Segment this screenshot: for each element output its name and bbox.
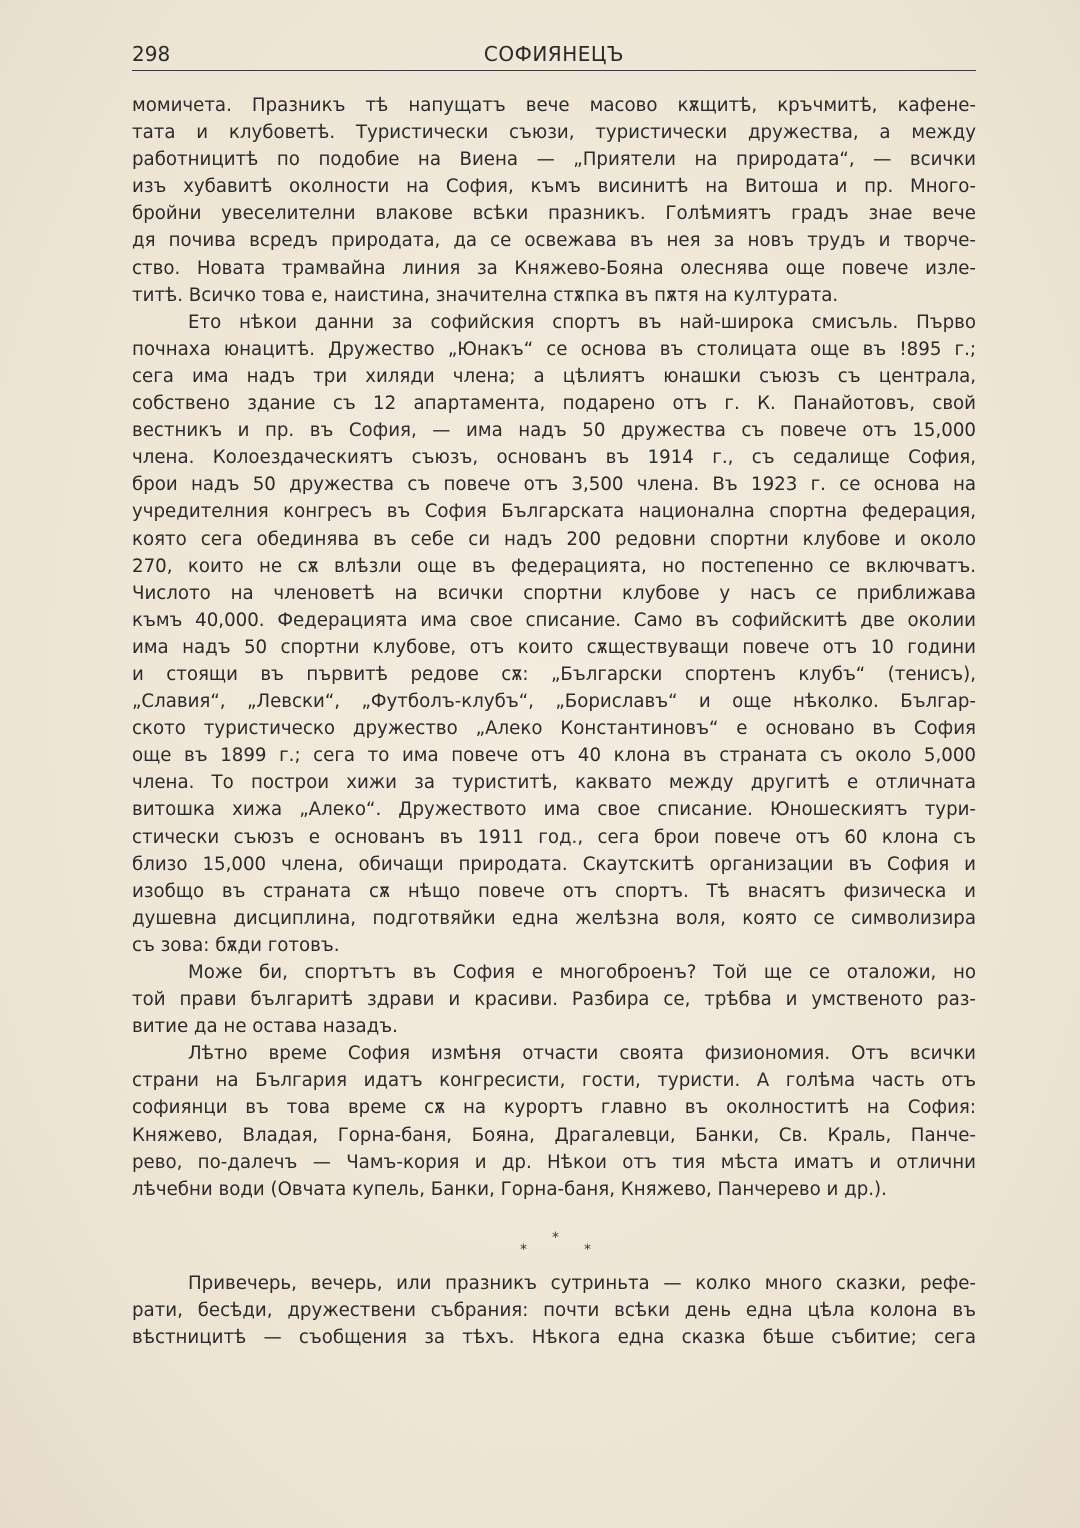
text-line: брои надъ 50 дружества съ повече отъ 3,500 члена. Въ 1923 г. се основа на	[132, 474, 976, 496]
text-line: която сега обединява въ себе си надъ 200 редовни спортни клубове и около	[132, 528, 976, 550]
paragraph-3	[132, 959, 976, 1040]
text-line: Числото на членоветѣ на всички спортни клубове у насъ се приближава	[132, 582, 976, 604]
section-divider-asterism	[132, 1230, 976, 1270]
text-line: бройни увеселителни влакове всѣки празникъ. Голѣмиятъ градъ знае вече	[132, 203, 976, 225]
text-line: тата и клубоветѣ. Туристически съюзи, туристически дружества, а между	[132, 122, 976, 144]
page-number: 298	[132, 42, 171, 66]
text-line: почнаха юнацитѣ. Дружество „Юнакъ“ се основа въ столицата още въ !895 г.;	[132, 338, 976, 360]
text-line: момичета. Празникъ тѣ напущатъ вече масово кѫщитѣ, кръчмитѣ, кафене-	[132, 95, 976, 116]
text-line: къмъ 40,000. Федерацията има свое списание. Само въ софийскитѣ две околии	[132, 609, 976, 631]
text-line: члена. То построи хижи за туриститѣ, каквато между другитѣ е отличната	[132, 772, 976, 794]
text-line: работницитѣ по подобие на Виена — „Приятели на природата“, — всички	[132, 149, 976, 171]
text-line: и стоящи въ първитѣ редове сѫ: „Български спортенъ клубъ“ (тенисъ),	[132, 663, 976, 685]
paragraph-4	[132, 1040, 976, 1203]
text-line: „Славия“, „Левски“, „Футболъ-клубъ“, „Бориславъ“ и още нѣколко. Българ-	[132, 691, 976, 713]
paragraph-5	[132, 1270, 976, 1351]
text-line: Ето нѣкои данни за софийския спортъ въ най-широка смисъль. Първо	[188, 311, 976, 333]
text-line: той прави българитѣ здрави и красиви. Разбира се, трѣбва и умственото раз-	[132, 989, 976, 1011]
body-text	[132, 92, 976, 1203]
text-line: страни на България идатъ конгресисти, гости, туристи. А голѣма часть отъ	[132, 1070, 976, 1092]
text-line: изобщо въ страната сѫ нѣщо повече отъ спортъ. Тѣ внасятъ физическа и	[132, 880, 976, 902]
text-line: дя почива всредъ природата, да се освежава въ нея за новъ трудъ и творче-	[132, 230, 976, 252]
text-line: вестникъ и пр. въ София, — има надъ 50 дружества съ повече отъ 15,000	[132, 420, 976, 442]
paragraph-2	[132, 309, 976, 959]
text-line: Лѣтно време София измѣня отчасти своята физиономия. Отъ всички	[188, 1043, 976, 1065]
text-line: има надъ 50 спортни клубове, отъ които сѫществуващи повече отъ 10 години	[132, 636, 976, 658]
text-line: витошка хижа „Алеко“. Дружеството има свое списание. Юношескиятъ тури-	[132, 799, 976, 821]
text-line: софиянци въ това време сѫ на курортъ главно въ околноститѣ на София:	[132, 1097, 976, 1119]
asterisk-center: *	[552, 1230, 559, 1246]
text-line: близо 15,000 члена, обичащи природата. Скаутскитѣ организации въ София и	[132, 853, 976, 875]
text-line: още въ 1899 г.; сега то има повече отъ 40 клона въ страната съ около 5,000	[132, 745, 976, 767]
text-line: Княжево, Владая, Горна-баня, Бояна, Драгалевци, Банки, Св. Краль, Панче-	[132, 1124, 976, 1146]
text-line: рево, по-далечъ — Чамъ-кория и др. Нѣкои отъ тия мѣста иматъ и отлични	[132, 1151, 976, 1173]
text-line: ство. Новата трамвайна линия за Княжево-Бояна олеснява още повече изле-	[132, 257, 976, 279]
text-line: ското туристическо дружество „Алеко Константиновъ“ е основано въ София	[132, 718, 976, 740]
text-line: Привечерь, вечерь, или празникъ сутриньта — колко много сказки, рефе-	[188, 1273, 976, 1294]
text-line: члена. Колоездаческиятъ съюзъ, основанъ въ 1914 г., съ седалище София,	[132, 447, 976, 469]
page-header	[132, 40, 976, 71]
text-line: Може би, спортътъ въ София е многоброенъ? Той ще се оталожи, но	[188, 962, 976, 983]
text-line: лѣчебни води (Овчата купель, Банки, Горна-баня, Княжево, Панчерево и др.).	[132, 1178, 887, 1200]
text-line: душевна дисциплина, подготвяйки една желѣзна воля, която се символизира	[132, 907, 976, 929]
text-line: собствено здание съ 12 апартамента, подарено отъ г. К. Панайотовъ, свой	[132, 393, 976, 415]
text-line: съ зова: бѫди готовъ.	[132, 934, 340, 956]
text-line: изъ хубавитѣ околности на София, къмъ висинитѣ на Витоша и пр. Много-	[132, 176, 976, 198]
text-line: учредителния конгресъ въ София Българската национална спортна федерация,	[132, 501, 976, 523]
paragraph-1	[132, 92, 976, 309]
text-line: 270, които не сѫ влѣзли още въ федерацията, но постепенно се включватъ.	[132, 555, 976, 577]
asterisk-left: *	[520, 1242, 527, 1258]
asterisk-right: *	[584, 1242, 591, 1258]
text-line: стически съюзъ е основанъ въ 1911 год., сега брои повече отъ 60 клона съ	[132, 826, 976, 848]
text-line: вѣстницитѣ — съобщения за тѣхъ. Нѣкога една сказка бѣше събитие; сега	[132, 1327, 976, 1349]
text-line: рати, бесѣди, дружествени събрания: почти всѣки день една цѣла колона въ	[132, 1300, 976, 1322]
running-title: СОФИЯНЕЦЪ	[483, 42, 625, 66]
text-line: сега има надъ три хиляди члена; а цѣлиятъ юнашки съюзъ съ централа,	[132, 365, 976, 387]
closing-text	[132, 1270, 976, 1351]
text-line: витие да не остава назадъ.	[132, 1016, 398, 1038]
text-line: титѣ. Всичко това е, наистина, значителна стѫпка въ пѫтя на културата.	[132, 284, 839, 306]
